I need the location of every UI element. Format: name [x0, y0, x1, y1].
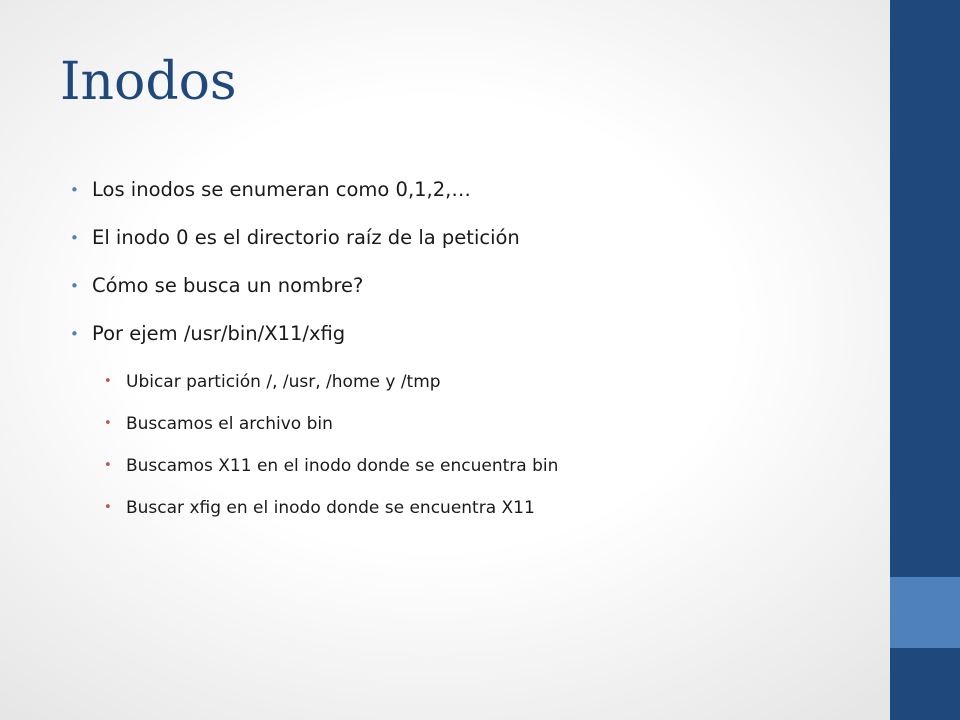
bullet-dot-icon: •	[104, 374, 112, 389]
bullet-dot-icon: •	[70, 181, 79, 199]
sub-bullet-text: Buscamos X11 en el inodo donde se encuentra bin	[126, 456, 559, 476]
bullet-list	[70, 170, 870, 530]
bullet-dot-icon: •	[70, 277, 79, 295]
sub-bullet-item	[70, 362, 870, 404]
sub-bullet-text: Buscamos el archivo bin	[126, 414, 333, 434]
sub-bullet-item	[70, 404, 870, 446]
bullet-item	[70, 170, 870, 218]
bullet-item	[70, 314, 870, 362]
bullet-item	[70, 218, 870, 266]
bullet-text: El inodo 0 es el directorio raíz de la petición	[92, 226, 520, 249]
bullet-dot-icon: •	[104, 500, 112, 515]
bullet-dot-icon: •	[70, 229, 79, 247]
sub-bullet-text: Ubicar partición /, /usr, /home y /tmp	[126, 372, 441, 392]
sub-bullet-text: Buscar xfig en el inodo donde se encuentra X11	[126, 498, 535, 518]
slide-title: Inodos	[60, 52, 237, 112]
bullet-text: Los inodos se enumeran como 0,1,2,…	[92, 178, 471, 201]
bullet-item	[70, 266, 870, 314]
bullet-dot-icon: •	[70, 325, 79, 343]
sub-bullet-item	[70, 446, 870, 488]
side-accent-block	[890, 577, 960, 648]
bullet-dot-icon: •	[104, 458, 112, 473]
bullet-text: Por ejem /usr/bin/X11/xfig	[92, 322, 346, 345]
sub-bullet-item	[70, 488, 870, 530]
bullet-dot-icon: •	[104, 416, 112, 431]
bullet-text: Cómo se busca un nombre?	[92, 274, 364, 297]
